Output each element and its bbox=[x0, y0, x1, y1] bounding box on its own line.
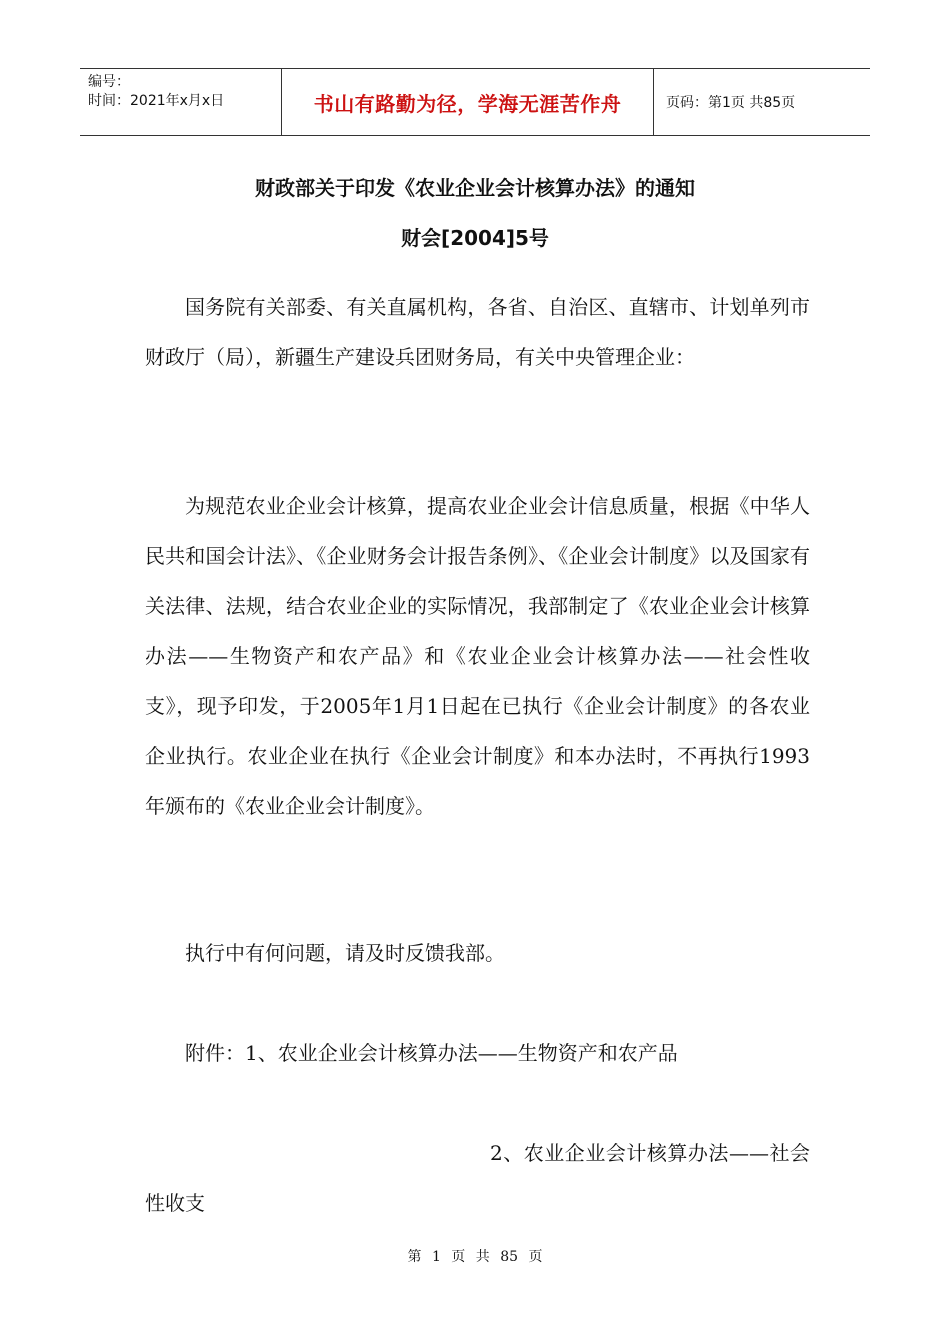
document-title: 财政部关于印发《农业企业会计核算办法》的通知 bbox=[255, 176, 695, 200]
page-footer: 第 1 页 共 85 页 bbox=[407, 1249, 543, 1265]
paragraph-main-body bbox=[145, 481, 810, 831]
header-left-cell bbox=[80, 69, 282, 135]
document-number: 财会[2004]5号 bbox=[401, 226, 549, 250]
paragraph-text: 2、农业企业会计核算办法——社会性收支 bbox=[145, 1141, 810, 1215]
paragraph-text: 执行中有何问题，请及时反馈我部。 bbox=[185, 941, 505, 965]
paragraph-text: 为规范农业企业会计核算，提高农业企业会计信息质量，根据《中华人民共和国会计法》、《企业财务会计报告条例》、《企业会计制度》以及国家有关法律、法规，结合农业企业的实际情况，我部制定了《农业企业会计核算办法——生物资产和农产品》和《农业企业会计核算办法——社会性收支》，现予印发，于2005年1月1日起在已执行《企业会计制度》的各农业企业执行。农业企业在执行《企业会计制度》和本办法时，不再执行1993年颁布的《农业企业会计制度》。 bbox=[145, 494, 810, 818]
attachment-item-1 bbox=[145, 1028, 810, 1078]
document-number-label: 编号： bbox=[88, 74, 130, 90]
header-motto: 书山有路勤为径，学海无涯苦作舟 bbox=[282, 69, 654, 135]
header-table bbox=[80, 68, 870, 136]
paragraph-feedback bbox=[145, 928, 810, 978]
document-date-label: 时间：2021年x月x日 bbox=[88, 93, 225, 109]
header-page-info: 页码：第1页 共85页 bbox=[666, 95, 796, 111]
paragraph-addressees bbox=[145, 282, 810, 382]
paragraph-text: 附件：1、农业企业会计核算办法——生物资产和农产品 bbox=[185, 1041, 678, 1065]
paragraph-text: 国务院有关部委、有关直属机构，各省、自治区、直辖市、计划单列市财政厅（局），新疆生产建设兵团财务局，有关中央管理企业： bbox=[145, 295, 810, 369]
attachment-item-2 bbox=[145, 1128, 810, 1228]
